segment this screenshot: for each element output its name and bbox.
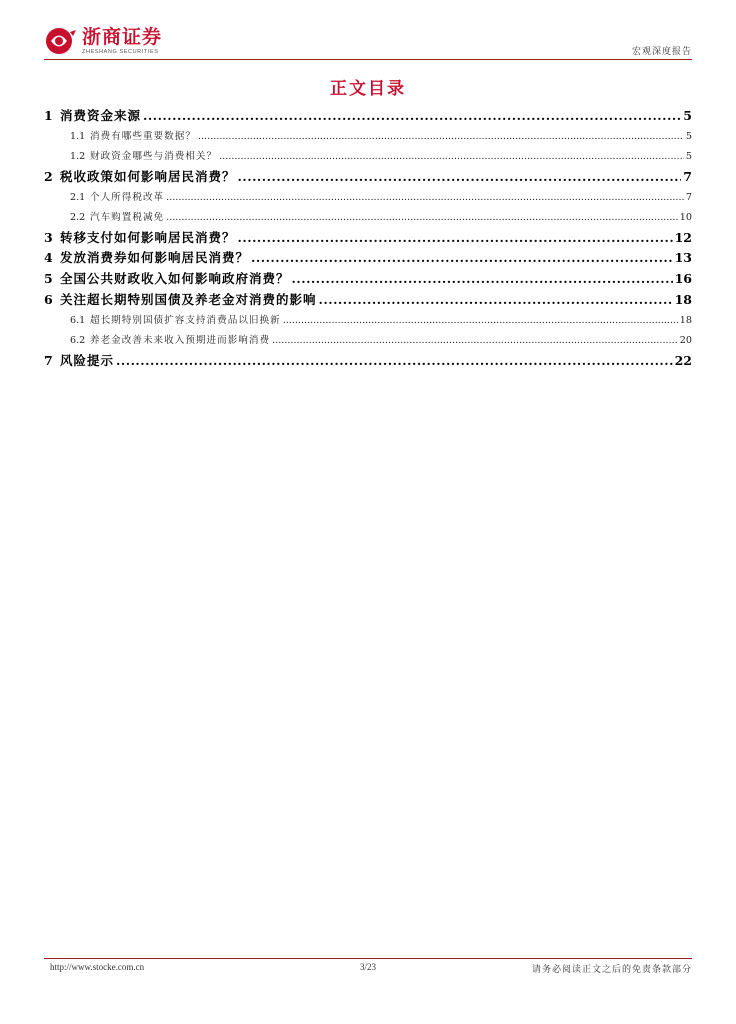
toc-entry-number: 1 [44,108,53,123]
toc-entry-6-1[interactable] [44,311,692,331]
dot-leader [238,167,682,188]
toc-entry-number: 5 [44,271,53,287]
page-header [44,24,692,60]
toc-entry-page: 10 [679,211,692,223]
toc-entry-page: 12 [674,229,692,245]
table-of-contents [44,106,692,372]
toc-entry-number: 1.1 [70,130,86,142]
page-footer [44,962,692,976]
toc-entry-1[interactable] [44,106,692,127]
dot-leader [219,147,684,167]
toc-entry-label: 全国公共财政收入如何影响政府消费？ [60,271,290,287]
toc-entry-label: 超长期特别国债扩容支持消费品以旧换新 [90,314,281,326]
toc-entry-label: 关注超长期特别国债及养老金对消费的影响 [60,291,317,307]
dot-leader [143,106,681,127]
dot-leader [283,311,678,331]
toc-entry-number: 2.1 [70,191,86,203]
toc-entry-3[interactable] [44,228,692,249]
dot-leader [292,269,673,290]
toc-entry-2-1[interactable] [44,188,692,208]
toc-entry-7[interactable] [44,351,692,372]
toc-entry-2-2[interactable] [44,208,692,228]
zheshang-logo-icon [44,26,78,56]
toc-entry-page: 13 [674,250,692,266]
toc-entry-page: 18 [674,291,692,307]
toc-entry-1-1[interactable] [44,127,692,147]
dot-leader [251,248,673,269]
footer-disclaimer: 请务必阅读正文之后的免责条款部分 [531,965,692,975]
dot-leader [272,331,678,351]
toc-entry-label: 养老金改善未来收入预期进而影响消费 [90,334,271,346]
toc-entry-label: 汽车购置税减免 [90,211,165,223]
toc-entry-label: 风险提示 [60,352,115,368]
toc-entry-label: 税收政策如何影响居民消费？ [60,168,236,184]
page-number: 3/23 [359,962,376,972]
header-divider [44,59,692,60]
toc-entry-2[interactable] [44,167,692,188]
footer-website-link[interactable]: http://www.stocke.com.cn [50,962,145,972]
toc-entry-page: 5 [685,150,692,162]
toc-entry-number: 6.1 [70,314,86,326]
toc-entry-number: 7 [44,352,53,368]
toc-entry-page: 22 [674,352,692,368]
dot-leader [166,208,678,228]
brand-logo [44,26,162,56]
dot-leader [198,127,684,147]
toc-entry-4[interactable] [44,248,692,269]
toc-entry-number: 2 [44,168,53,184]
logo-chinese-name: 浙商证券 [82,26,163,48]
toc-entry-page: 20 [679,334,692,346]
toc-entry-number: 3 [44,229,53,245]
dot-leader [116,351,673,372]
toc-entry-6[interactable] [44,290,692,311]
dot-leader [238,228,673,249]
toc-entry-page: 5 [685,130,692,142]
toc-entry-page: 7 [683,168,692,184]
dot-leader [166,188,684,208]
toc-entry-number: 6 [44,291,53,307]
toc-entry-label: 消费有哪些重要数据？ [90,130,196,142]
toc-entry-label: 发放消费券如何影响居民消费？ [60,250,250,266]
toc-entry-page: 5 [683,108,692,123]
toc-entry-label: 消费资金来源 [60,108,142,123]
toc-entry-number: 1.2 [70,150,86,162]
report-type-label: 宏观深度报告 [631,47,692,57]
toc-entry-page: 18 [679,314,692,326]
toc-entry-1-2[interactable] [44,147,692,167]
toc-entry-page: 7 [685,191,692,203]
toc-entry-label: 转移支付如何影响居民消费？ [60,229,236,245]
toc-entry-label: 财政资金哪些与消费相关？ [90,150,218,162]
dot-leader [319,290,673,311]
toc-entry-number: 6.2 [70,334,86,346]
toc-entry-6-2[interactable] [44,331,692,351]
toc-entry-label: 个人所得税改革 [90,191,165,203]
footer-divider [44,958,692,959]
toc-entry-number: 4 [44,250,53,266]
toc-entry-5[interactable] [44,269,692,290]
toc-title: 正文目录 [330,79,406,99]
toc-entry-page: 16 [674,271,692,287]
logo-english-name: ZHESHANG SECURITIES [82,49,159,55]
toc-entry-number: 2.2 [70,211,86,223]
